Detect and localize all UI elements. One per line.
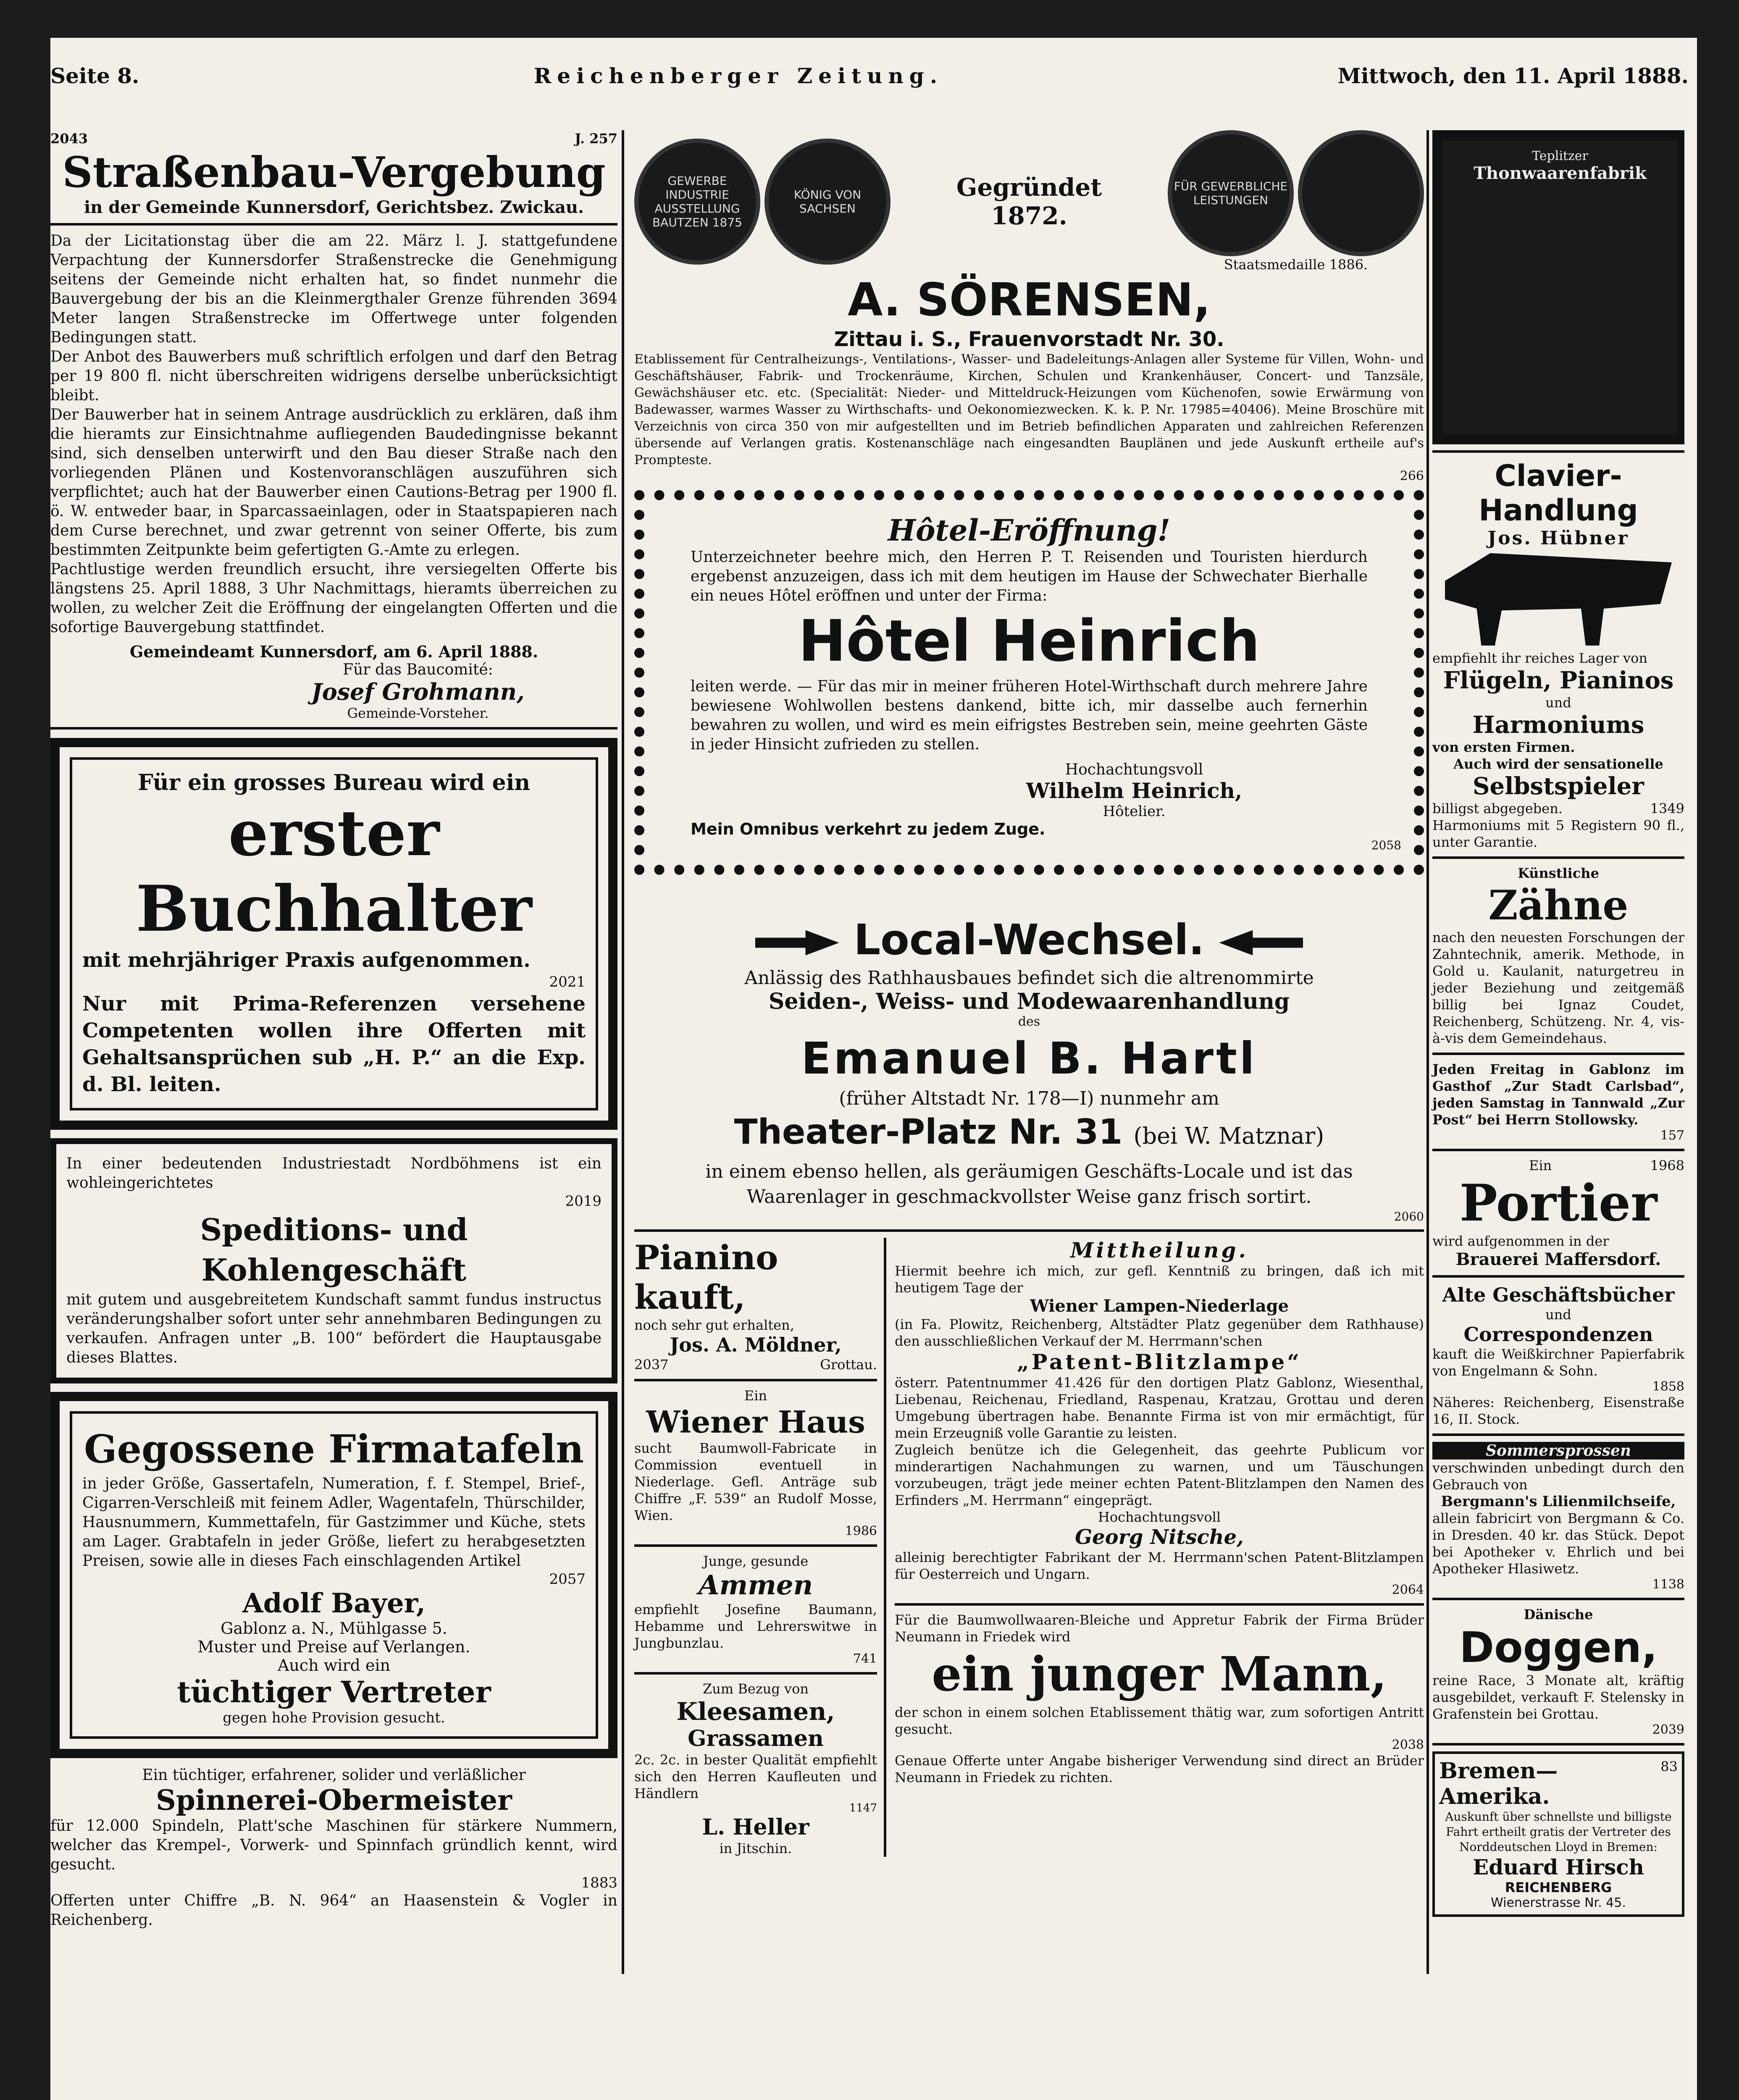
ad-text: mit gutem und ausgebreitetem Kundschaft sammt fundus instructus veränderungshalber sofort unter sehr annehmbaren Bedingungen zu verkaufen. Anfragen unter „B. 100“ befördert die Hauptausgabe dieses Blattes. (66, 1291, 602, 1366)
ad-text: Harmoniums (1472, 711, 1644, 739)
ad-portier (1432, 1157, 1684, 1269)
hotel-name: Hôtel Heinrich (798, 608, 1260, 675)
ad-text: Da der Licitationstag über die am 22. März l. J. stattgefundene Verpachtung der Kunnersdorfer Straßenstrecke die Genehmigung seitens der Gemeinde nicht erhalten hat, so findet nunmehr die Bauvergebung der bis an die Kleinmergthaler Grenze führenden 3694 Meter langen Straßenstrecke im Offertwege unter folgenden Bedingungen statt. (50, 232, 617, 346)
ad-text: allein fabricirt von Bergmann & Co. in Dresden. 40 kr. das Stück. Depot bei Apotheker v. Ehrlich und bei Apotheker Hlasiwetz. (1432, 1510, 1684, 1577)
ad-text: Zum Bezug von (703, 1681, 809, 1697)
ad-title: Grassamen (688, 1726, 824, 1751)
ad-title: tüchtiger Vertreter (177, 1675, 491, 1709)
ad-text: österr. Patentnummer 41.426 für den dortigen Platz Gablonz, Wiesenthal, Liebenau, Reichenau, Friedland, Raspenau, Kratzau, Grottau und deren Umgebung übertragen habe. Benannte Firma ist von mir ermächtigt, für mein Erzeugniß volle Garantie zu leisten. (895, 1375, 1424, 1441)
ad-address: Wienerstrasse Nr. 45. (1491, 1895, 1626, 1910)
ad-number: 2058 (1371, 838, 1401, 852)
ad-text: Harmoniums mit 5 Registern 90 fl., unter Garantie. (1432, 817, 1684, 850)
ad-number: 83 (1660, 1759, 1678, 1774)
ad-city: REICHENBERG (1505, 1880, 1612, 1895)
ad-text: Muster und Preise auf Verlangen. (197, 1638, 470, 1656)
issue-date: Mittwoch, den 11. April 1888. (1337, 63, 1689, 88)
ad-name: L. Heller (702, 1814, 809, 1840)
ad-text: Für das Baucomité: (343, 661, 493, 678)
ad-text: Der Bauwerber hat in seinem Antrage ausdrücklich zu erklären, daß ihm die hieramts zur Einsichtnahme aufliegenden Baudedingnisse bekannt sind, sich denselben unterwirft und den Bau dieser Straße nach den vorliegenden Plänen und Kostenvoranschlägen auszuführen sich verpflichtet; auch hat der Bauwerber einen Cautions-Betrag per 1900 fl. ö. W. entweder baar, in Sparcassaeinlagen, oder in Staatspapieren nach dem Curse berechnet, und zwar getrennt von seiner Offerte, bis zum bestimmten Zeitpunkte beim gefertigten G.-Amte zu erlegen. (50, 406, 617, 559)
ad-number: 2037 (634, 1357, 669, 1373)
ad-subtitle: Zittau i. S., Frauenvorstadt Nr. 30. (834, 328, 1224, 351)
ad-number: 2039 (1652, 1722, 1684, 1737)
ad-greeting: Hochachtungsvoll (1098, 1509, 1221, 1525)
ad-title: Hôtel-Eröffnung! (888, 513, 1171, 548)
ad-localwechsel (634, 913, 1424, 1223)
ad-text: Mein Omnibus verkehrt zu jedem Zuge. (691, 820, 1046, 838)
ad-text: alleinig berechtigter Fabrikant der M. Herrmann'schen Patent-Blitzlampen für Oesterreich und Ungarn. (895, 1549, 1424, 1582)
ad-text: Zugleich benütze ich die Gelegenheit, das geehrte Publicum vor minderartigen Nachahmungen zu warnen, und um Täuschungen vorzubeugen, trägt jede meiner echten Patent-Blitzlampen den Namen des Erfinders „M. Herrmann“ eingeprägt. (895, 1442, 1424, 1508)
stove-illustration-icon: Teplitzer Thonwaarenfabrik (1442, 140, 1678, 434)
ad-sommersprossen (1432, 1442, 1684, 1592)
ad-title: erster Buchhalter (136, 796, 532, 946)
ad-text: wird aufgenommen in der (1432, 1233, 1609, 1249)
ad-place: Grottau. (820, 1357, 877, 1373)
small-ads-right (895, 1238, 1424, 1857)
ad-text: Für die Baumwollwaaren-Bleiche und Appretur Fabrik der Firma Brüder Neumann in Friedek wird (895, 1612, 1424, 1645)
ad-text: Ein (744, 1388, 767, 1404)
ad-text: (bei W. Matznar) (1133, 1123, 1324, 1149)
ad-number: 741 (853, 1651, 877, 1666)
ad-subtitle: in der Gemeinde Kunnersdorf, Gerichtsbez. Zwickau. (84, 197, 584, 217)
ad-strassenbau (50, 130, 617, 721)
ad-text: Näheres: Reichenberg, Eisenstraße 16, II. Stock. (1432, 1394, 1684, 1427)
ad-geschaeftsbuecher (1432, 1284, 1684, 1428)
ad-number: 1349 (1650, 801, 1684, 816)
ad-title: Mittheilung. (1070, 1238, 1248, 1263)
ad-title: Zähne (1488, 882, 1629, 929)
ad-sorensen (634, 130, 1424, 483)
medal-icon: GEWERBE INDUSTRIE AUSSTELLUNG BAUTZEN 1875 (634, 139, 760, 265)
ad-text: mit mehrjähriger Praxis aufgenommen. (82, 948, 531, 972)
column-center (634, 130, 1424, 1974)
ad-text: Künstliche (1518, 865, 1599, 881)
ad-zaehne (1432, 865, 1684, 1047)
ad-signer: Josef Grohmann, (311, 678, 525, 705)
ad-buchhalter (50, 738, 617, 1130)
masthead: Reichenberger Zeitung. (533, 63, 943, 88)
ad-firmatafeln (50, 1392, 617, 1758)
medal-icon: FÜR GEWERBLICHE LEISTUNGEN (1168, 130, 1294, 256)
ad-title: Spinnerei-Obermeister (156, 1784, 512, 1816)
ad-title: Ammen (698, 1570, 813, 1601)
ad-number: 1883 (581, 1874, 617, 1891)
ad-spedition (50, 1138, 617, 1383)
ad-clavier (1432, 459, 1684, 850)
column-rule (1426, 130, 1429, 1974)
page-header (50, 59, 1689, 92)
ad-number: 2064 (1392, 1583, 1424, 1597)
ad-number: 2043 (50, 131, 88, 147)
ad-place: in Jitschin. (719, 1840, 792, 1856)
ad-text: leiten werde. — Für das mir in meiner früheren Hotel-Wirthschaft durch mehrere Jahre bewiesene Wohlwollen bestens dankend, bitte ich, mir dasselbe auch fernerhin bewahren zu wollen, und wird es mein eifrigstes Bestreben sein, meine geehrten Gäste in jeder Hinsicht zufrieden zu stellen. (691, 678, 1368, 753)
ad-text: von ersten Firmen. (1432, 739, 1575, 755)
ad-number: 2057 (549, 1571, 586, 1588)
ad-number: 157 (1660, 1128, 1684, 1143)
ad-text: Unterzeichneter beehre mich, den Herren P. T. Reisenden und Touristen hierdurch ergebenst anzuzeigen, dass ich mit dem heutigen im Hause der Schwechater Bierhalle ein neues Hôtel eröffnen und unter der Firma: (691, 549, 1368, 604)
column-right (1432, 130, 1684, 1974)
ad-name: Jos. A. Möldner, (670, 1334, 842, 1356)
ad-title: Straßenbau-Vergebung (62, 147, 606, 197)
ad-text: Auskunft über schnellste und billigste Fahrt ertheilt gratis der Vertreter des Norddeutschen Lloyd in Bremen: (1445, 1810, 1672, 1854)
ad-text: empfiehlt ihr reiches Lager von (1432, 650, 1647, 666)
ad-text: Seiden-, Weiss- und Modewaarenhandlung (768, 989, 1290, 1014)
ad-title: ein junger Mann, (932, 1647, 1387, 1702)
ad-text: Jeden Freitag in Gablonz im Gasthof „Zur Stadt Carlsbad“, jeden Samstag in Tannwald „Zur Post“ bei Herrn Stollowsky. (1432, 1061, 1684, 1128)
ad-number: 1858 (1652, 1379, 1684, 1394)
ad-signer: Wilhelm Heinrich, (1026, 778, 1243, 803)
ad-ofen (1432, 130, 1684, 444)
ad-bremen (1432, 1751, 1684, 1917)
ad-text: Auch wird ein (277, 1656, 391, 1675)
ad-number: 1138 (1652, 1577, 1684, 1592)
ad-title: Clavier-Handlung (1479, 459, 1638, 528)
ad-text: kauft die Weißkirchner Papierfabrik von Engelmann & Sohn. (1432, 1346, 1684, 1379)
ad-title: Sommersprossen (1432, 1442, 1684, 1460)
ad-number: 1147 (849, 1802, 877, 1814)
ad-role: Gemeinde-Vorsteher. (347, 705, 489, 721)
ad-text: Flügeln, Pianinos (1443, 667, 1674, 694)
ad-text: Hiermit beehre ich mich, zur gefl. Kenntniß zu bringen, daß ich mit heutigem Tage der (895, 1263, 1424, 1296)
ad-place-date: Gemeindeamt Kunnersdorf, am 6. April 1888. (129, 642, 539, 661)
ad-text: In einer bedeutenden Industriestadt Nordböhmens ist ein wohleingerichtetes (66, 1155, 602, 1192)
column-rule (622, 130, 624, 1974)
ad-number: 2021 (549, 974, 586, 990)
ad-title: Pianino kauft, (634, 1238, 778, 1317)
ad-text: Ein (1529, 1158, 1552, 1173)
ad-text: reine Race, 3 Monate alt, kräftig ausgebildet, verkauft F. Stelensky in Grafenstein bei Grottau. (1432, 1672, 1684, 1722)
ad-title: Local-Wechsel. (854, 915, 1205, 964)
ad-address: Gablonz a. N., Mühlgasse 5. (221, 1619, 447, 1638)
ad-text: Dänische (1524, 1606, 1593, 1622)
ad-text: Für ein grosses Bureau wird ein (137, 770, 531, 795)
ad-text: der schon in einem solchen Etablissement thätig war, zum sofortigen Antritt gesucht. (895, 1704, 1424, 1737)
ad-text: Der Anbot des Bauwerbers muß schriftlich erfolgen und darf den Betrag per 19 800 fl. nicht überschreiten widrigens derselbe unberücksichtigt bleibt. (50, 348, 617, 404)
ad-number: J. 257 (575, 131, 617, 147)
ad-product: „Patent-Blitzlampe“ (1017, 1349, 1302, 1374)
ad-text: billigst abgegeben. (1432, 801, 1563, 816)
ad-text: verschwinden unbedingt durch den Gebrauch von (1432, 1460, 1684, 1493)
ad-title: A. SÖRENSEN, (847, 274, 1211, 326)
ad-text: Ein tüchtiger, erfahrener, solider und verläßlicher (142, 1767, 526, 1784)
column-left (50, 130, 617, 1974)
medal-caption: Staatsmedaille 1886. (1224, 257, 1368, 273)
founded-label: Gegründet (956, 173, 1102, 202)
ad-text: Selbstspieler (1473, 772, 1644, 800)
ad-text: und (1545, 695, 1571, 711)
medal-icon (1298, 130, 1424, 256)
small-ads-left (634, 1238, 886, 1857)
ad-title: Kleesamen, (676, 1697, 835, 1726)
ad-text: Anlässig des Rathhausbaues befindet sich die altrenommirte (744, 967, 1314, 989)
ad-text: Nur mit Prima-Referenzen versehene Competenten wollen ihre Offerten mit Gehaltsansprüchen sub „H. P.“ an die Exp. d. Bl. leiten. (82, 992, 586, 1096)
pointing-hand-icon (755, 930, 839, 956)
ad-text: des (1018, 1014, 1040, 1029)
ad-number: 2060 (1394, 1210, 1424, 1223)
ad-title: Wiener Haus (646, 1404, 865, 1440)
medal-icon: KÖNIG VON SACHSEN (764, 139, 891, 265)
ad-text: für 12.000 Spindeln, Platt'sche Maschinen für stärkere Nummern, welcher das Krempel-, Vorwerk- und Spinnfach gründlich kennt, wird gesucht. (50, 1817, 617, 1873)
ad-title: Doggen, (1459, 1623, 1658, 1672)
ad-title: Gegossene Firmatafeln (84, 1426, 584, 1472)
page-number: Seite 8. (50, 63, 139, 88)
ad-text: und (1545, 1307, 1571, 1323)
ad-number: 2019 (565, 1193, 602, 1210)
ad-number: 1986 (845, 1524, 877, 1538)
ad-spinnerei (50, 1767, 617, 1930)
ad-name: Adolf Bayer, (242, 1588, 426, 1619)
ad-text: 2c. 2c. in bester Qualität empfiehlt sich den Herren Kaufleuten und Händlern (634, 1752, 877, 1801)
ad-title: Bremen—Amerika. (1439, 1758, 1558, 1809)
ad-name: Jos. Hübner (1487, 528, 1629, 549)
ad-text: in einem ebenso hellen, als geräumigen Geschäfts-Locale und ist das Waarenlager in geschmackvollster Weise ganz frisch sortirt. (705, 1161, 1353, 1208)
ad-firm: Wiener Lampen-Niederlage (1030, 1296, 1289, 1316)
ad-gablonz (1432, 1061, 1684, 1143)
ad-text: nach den neuesten Forschungen der Zahntechnik, amerik. Methode, in Gold u. Kaulanit, naturgetreu in jeder Beziehung und zeitgemäß billig bei Ignaz Coudet, Reichenberg, Schützeng. Nr. 4, vis-à-vis dem Gemeindehaus. (1432, 929, 1684, 1046)
ad-text: gegen hohe Provision gesucht. (223, 1709, 445, 1726)
ad-title: Alte Geschäftsbücher (1442, 1284, 1675, 1306)
ad-role: Hôtelier. (1103, 803, 1166, 820)
shop-name: Emanuel B. Hartl (801, 1033, 1257, 1084)
ad-text: (früher Altstadt Nr. 178—I) nunmehr am (839, 1088, 1219, 1109)
ad-text: empfiehlt Josefine Baumann, Hebamme und Lehrerswitwe in Jungbunzlau. (634, 1601, 877, 1651)
ad-number: 1968 (1650, 1158, 1684, 1173)
ad-text: Brauerei Maffersdorf. (1455, 1250, 1661, 1269)
ad-text: Pachtlustige werden freundlich ersucht, ihre versiegelten Offerte bis längstens 25. April 1888, 3 Uhr Nachmittags, hieramts überreichen zu wollen, zu welcher Zeit die Eröffnung der eingelangten Offerten und die sofortige Bauvergebung stattfindet. (50, 561, 617, 636)
small-ads-row (634, 1238, 1424, 1857)
ad-text: Offerten unter Chiffre „B. N. 964“ an Haasenstein & Vogler in Reichenberg. (50, 1892, 617, 1929)
pointing-hand-icon (1219, 930, 1303, 956)
ad-product: Bergmann's Lilienmilchseife, (1441, 1493, 1676, 1510)
ad-number: 266 (1400, 469, 1424, 483)
ad-title: Portier (1459, 1173, 1658, 1233)
ad-hotel (634, 490, 1424, 875)
ad-title: Correspondenzen (1463, 1323, 1653, 1346)
ad-text: (in Fa. Plowitz, Reichenberg, Altstädter Platz gegenüber dem Rathhause) den ausschließlichen Verkauf der M. Herrmann'schen (895, 1316, 1424, 1349)
ad-text: Junge, gesunde (703, 1553, 809, 1569)
ad-text: Genaue Offerte unter Angabe bisheriger Verwendung sind direct an Brüder Neumann in Friedek zu richten. (895, 1753, 1424, 1785)
ad-name: Eduard Hirsch (1472, 1855, 1644, 1880)
ad-title: Speditions- und Kohlengeschäft (200, 1212, 468, 1288)
grand-piano-icon (1445, 553, 1672, 646)
ad-doggen (1432, 1606, 1684, 1737)
ad-text: sucht Baumwoll-Fabricate in Commission eventuell in Niederlage. Gefl. Anträge sub Chiffre „F. 539“ an Rudolf Mosse, Wien. (634, 1440, 877, 1523)
ad-text: Etablissement für Centralheizungs-, Ventilations-, Wasser- und Badeleitungs-Anlagen aller Systeme für Villen, Wohn- und Geschäftshäuser, Fabrik- und Trockenräume, Kirchen, Schulen und Krankenhäuser, Concert- und Tanzsäle, Gewächshäuser etc. etc. (Specialität: Nieder- und Mitteldruck-Heizungen vom Küchenofen, sowie Erwärmung von Badewasser, warmes Wasser zu Wirthschafts- und Oekonomiezwecken. K. k. P. Nr. 17985=40406). Meine Broschüre mit Verzeichnis von circa 350 von mir aufgestellten und im Betrieb befindlichen Apparaten und zahlreichen Referenzen übersende auf Verlangen gratis. Kostenanschläge nach eingesandten Bauplänen und jede Auskunft ertheile auf's Prompteste. (634, 352, 1424, 467)
founded-year: 1872. (991, 202, 1067, 230)
shop-address: Theater-Platz Nr. 31 (734, 1112, 1123, 1152)
ad-text: in jeder Größe, Gassertafeln, Numeration, f. f. Stempel, Brief-, Cigarren-Verschleiß mit feinem Adler, Wagentafeln, Thürschilder, Hausnummern, Kummettafeln, für Gastzimmer und Küche, stets am Lager. Grabtafeln in jeder Größe, liefert zu herabgesetzten Preisen, sowie alle in dieses Fach einschlagenden Artikel (82, 1475, 586, 1570)
ad-text: noch sehr gut erhalten, (634, 1317, 794, 1333)
ad-signer: Georg Nitsche, (1075, 1525, 1244, 1549)
ad-greeting: Hochachtungsvoll (1065, 761, 1203, 778)
ad-text: Auch wird der sensationelle (1453, 756, 1663, 772)
ad-number: 2038 (1392, 1738, 1424, 1752)
